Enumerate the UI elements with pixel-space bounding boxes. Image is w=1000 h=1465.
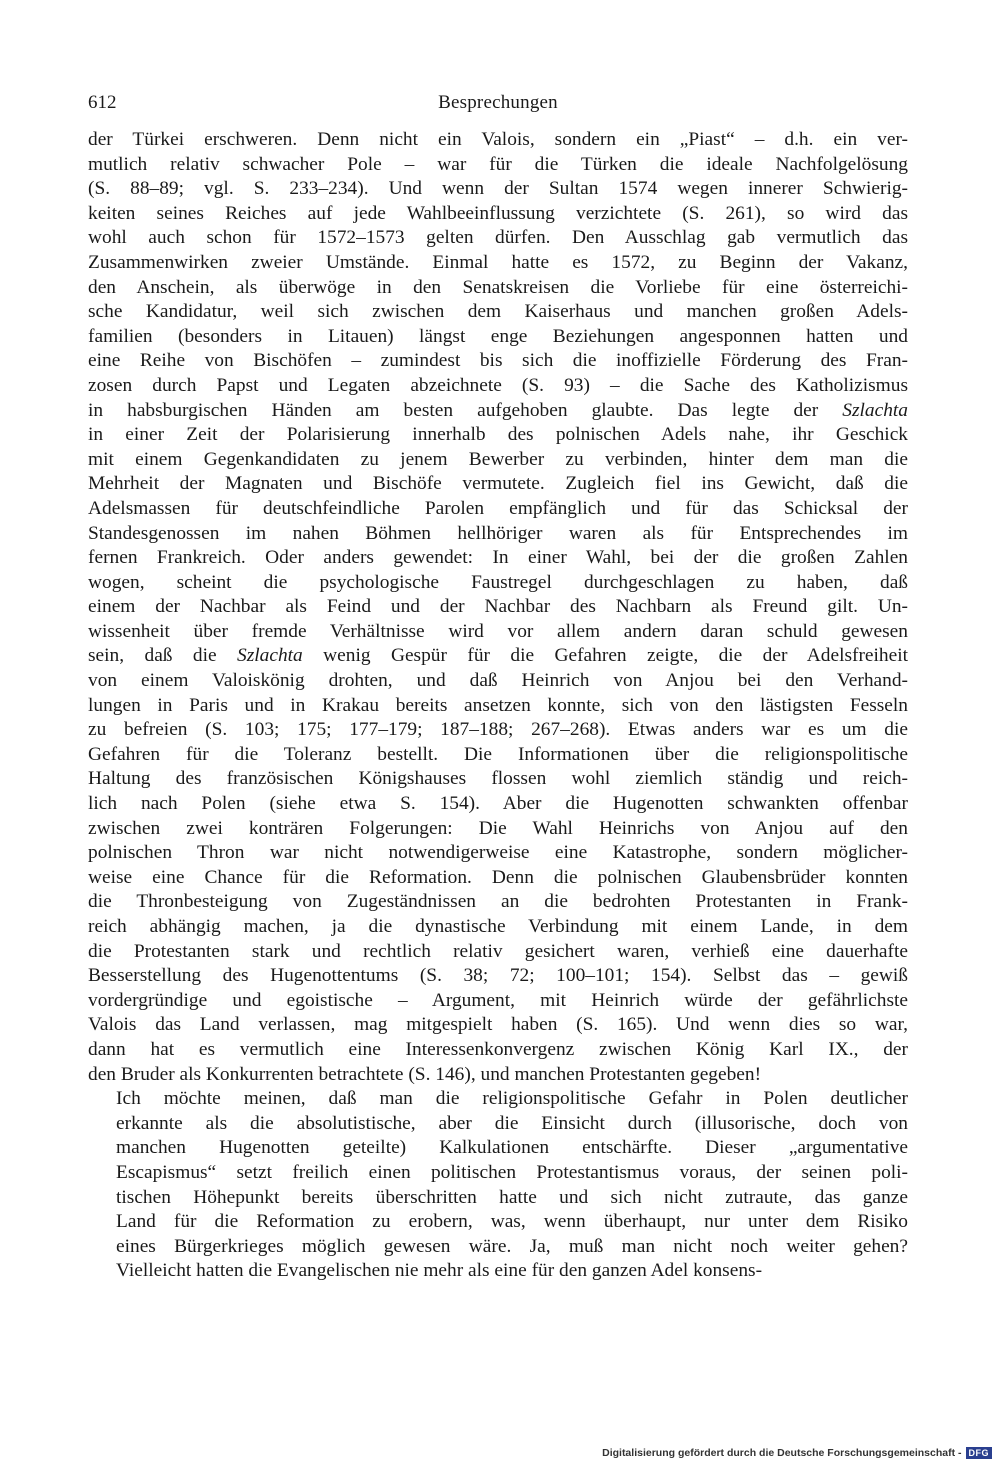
page-number: 612 (88, 92, 117, 113)
text-line: eines Bürgerkrieges möglich gewesen wäre. Ja, muß man nicht noch weiter gehen? (116, 1235, 908, 1257)
dfg-logo: DFG (966, 1447, 993, 1459)
text-line: Gefahren für die Toleranz bestellt. Die Informationen über die religionspolitische (88, 743, 908, 765)
text-line: von einem Valoiskönig drohten, und daß Heinrich von Anjou bei den Verhand- (88, 670, 908, 692)
text-line: fernen Frankreich. Oder anders gewendet: In einer Wahl, bei der die großen Zahlen (88, 547, 908, 569)
paragraph (88, 1087, 908, 1284)
text-line: tischen Höhepunkt bereits überschritten hatte und sich nicht zutraute, das ganze (116, 1186, 908, 1208)
text-line: familien (besonders in Litauen) längst enge Beziehungen angesponnen hatten und (88, 325, 908, 347)
text-line: wohl auch schon für 1572–1573 gelten dürfen. Den Ausschlag gab vermutlich das (88, 227, 908, 249)
text-line: in einer Zeit der Polarisierung innerhalb des polnischen Adels nahe, ihr Geschick (88, 424, 908, 446)
text-line: dann hat es vermutlich eine Interessenkonvergenz zwischen König Karl IX., der (88, 1038, 908, 1060)
text-line: die Thronbesteigung von Zugeständnissen an die bedrohten Protestanten in Frank- (88, 891, 908, 913)
text-line: Escapismus“ setzt freilich einen politischen Protestantismus voraus, der seinen poli- (116, 1161, 908, 1183)
text-line: mit einem Gegenkandidaten zu jenem Bewerber zu verbinden, hinter dem man die (88, 448, 908, 470)
text-line: weise eine Chance für die Reformation. Denn die polnischen Glaubensbrüder konnten (88, 866, 908, 888)
text-line: wogen, scheint die psychologische Faustregel durchgeschlagen zu haben, daß (88, 571, 908, 593)
text-line: Valois das Land verlassen, mag mitgespielt haben (S. 165). Und wenn dies so war, (88, 1014, 908, 1036)
text-line: lungen in Paris und in Krakau bereits ansetzen konnte, sich von den lästigsten Fesseln (88, 694, 908, 716)
text-line: Vielleicht hatten die Evangelischen nie mehr als eine für den ganzen Adel konsens- (116, 1260, 763, 1282)
text-line: manchen Hugenotten geteilte) Kalkulationen entschärfte. Dieser „argumentative (116, 1137, 908, 1159)
text-line: reich abhängig machen, ja die dynastische Verbindung mit einem Lande, in dem (88, 916, 908, 937)
text-line: zwischen zwei konträren Folgerungen: Die Wahl Heinrichs von Anjou auf den (88, 817, 908, 839)
credit-text: Digitalisierung gefördert durch die Deutsche Forschungsgemeinschaft - (602, 1447, 962, 1459)
page (88, 88, 908, 1284)
text-line: sche Kandidatur, weil sich zwischen dem Kaiserhaus und manchen großen Adels- (88, 301, 908, 323)
text-line: mutlich relativ schwacher Pole – war für die Türken die ideale Nachfolgelösung (88, 153, 908, 175)
text-line: den Anschein, als überwöge in den Senatskreisen die Vorliebe für eine österreichi- (88, 276, 908, 298)
text-line: Adelsmassen für deutschfeindliche Parolen empfänglich und für das Schicksal der (88, 497, 908, 519)
text-line: zu befreien (S. 103; 175; 177–179; 187–188; 267–268). Etwas anders war es um die (88, 719, 908, 741)
text-line: die Protestanten stark und rechtlich relativ gesichert waren, verhieß eine dauerhafte (88, 940, 908, 962)
text-line: zosen durch Papst und Legaten abzeichnete (S. 93) – die Sache des Katholizismus (88, 374, 908, 396)
text-line: sein, daß die Szlachta wenig Gespür für die Gefahren zeigte, die der Adelsfreiheit (88, 645, 908, 667)
text-line: in habsburgischen Händen am besten aufgehoben glaubte. Das legte der Szlachta (88, 399, 908, 421)
text-line: Land für die Reformation zu erobern, was, wenn überhaupt, nur unter dem Risiko (116, 1211, 908, 1233)
text-line: erkannte als die absolutistische, aber die Einsicht durch (illusorische, doch von (116, 1112, 908, 1134)
digitization-credit (602, 1447, 992, 1459)
paragraph (88, 128, 908, 1087)
body-text (88, 128, 908, 1284)
text-line: Mehrheit der Magnaten und Bischöfe vermutete. Zugleich fiel ins Gewicht, daß die (88, 473, 908, 495)
text-line: Ich möchte meinen, daß man die religionspolitische Gefahr in Polen deutlicher (116, 1088, 908, 1110)
text-line: der Türkei erschweren. Denn nicht ein Valois, sondern ein „Piast“ – d.h. ein ver- (88, 129, 908, 150)
text-line: polnischen Thron war nicht notwendigerweise eine Katastrophe, sondern möglicher- (88, 842, 908, 864)
text-line: den Bruder als Konkurrenten betrachtete (S. 146), und manchen Protestanten gegeben! (88, 1063, 762, 1085)
running-head: Besprechungen (438, 92, 558, 113)
text-line: Standesgenossen im nahen Böhmen hellhöriger waren als für Entsprechendes im (88, 522, 908, 544)
text-line: wissenheit über fremde Verhältnisse wird vor allem andern daran schuld gewesen (88, 620, 908, 642)
text-line: Haltung des französischen Königshauses flossen wohl ziemlich ständig und reich- (88, 768, 908, 790)
page-header (88, 88, 908, 128)
text-line: vordergründige und egoistische – Argument, mit Heinrich würde der gefährlichste (88, 989, 908, 1011)
text-line: einem der Nachbar als Feind und der Nachbar des Nachbarn als Freund gilt. Un- (88, 596, 908, 618)
text-line: Zusammenwirken zweier Umstände. Einmal hatte es 1572, zu Beginn der Vakanz, (88, 251, 908, 273)
text-line: (S. 88–89; vgl. S. 233–234). Und wenn der Sultan 1574 wegen innerer Schwierig- (88, 178, 908, 200)
text-line: eine Reihe von Bischöfen – zumindest bis sich die inoffizielle Förderung des Fran- (88, 350, 908, 372)
text-line: lich nach Polen (siehe etwa S. 154). Aber die Hugenotten schwankten offenbar (88, 793, 908, 815)
text-line: keiten seines Reiches auf jede Wahlbeeinflussung verzichtete (S. 261), so wird das (88, 202, 908, 224)
text-line: Besserstellung des Hugenottentums (S. 38; 72; 100–101; 154). Selbst das – gewiß (88, 965, 908, 987)
